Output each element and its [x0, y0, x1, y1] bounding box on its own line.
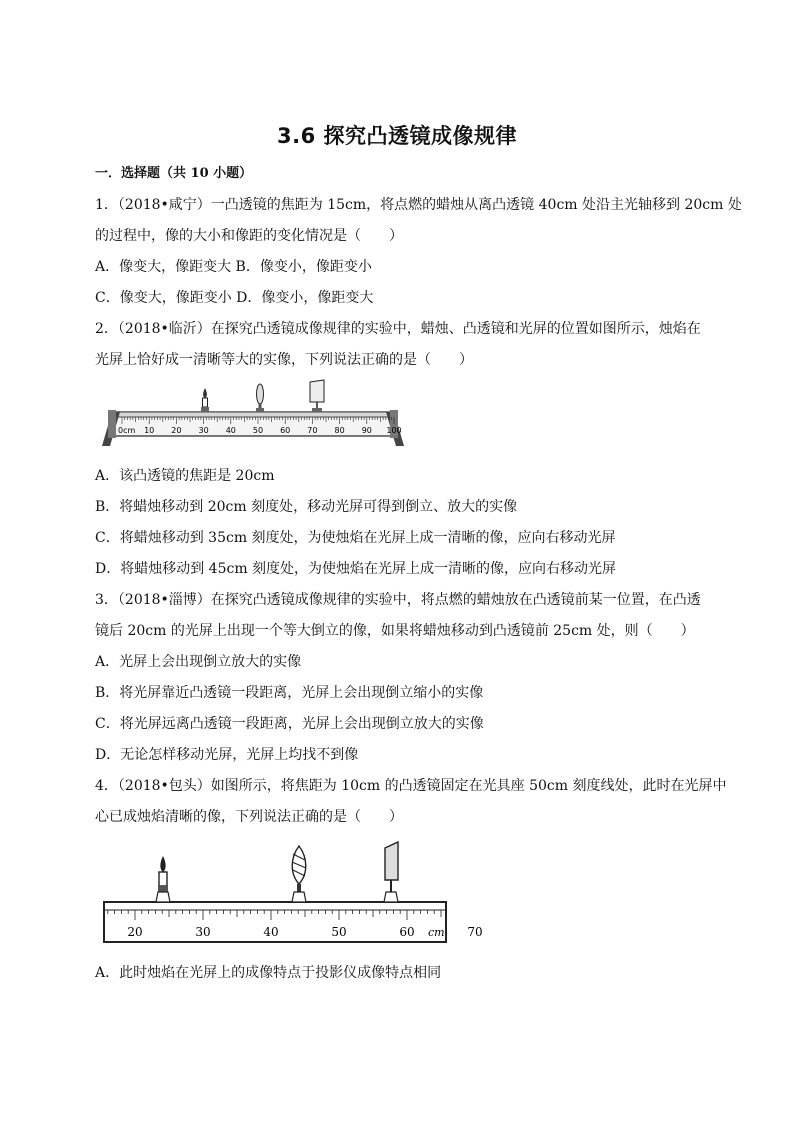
scale-label: 20 — [127, 925, 143, 939]
convex-lens — [292, 846, 306, 902]
q2-stem-line-1: 2．（2018•临沂）在探究凸透镜成像规律的实验中，蜡烛、凸透镜和光屏的位置如图所示，烛焰在 — [95, 321, 701, 337]
q2-option-b: B．将蜡烛移动到 20cm 刻度处，移动光屏可得到倒立、放大的实像 — [95, 499, 518, 515]
scale-label: 0cm — [118, 426, 136, 435]
q3-option-b: B．将光屏靠近凸透镜一段距离，光屏上会出现倒立缩小的实像 — [95, 685, 484, 701]
bench-rail-top — [112, 412, 394, 417]
q3-option-a: A．光屏上会出现倒立放大的实像 — [95, 654, 302, 670]
scale-label: 40 — [263, 925, 279, 939]
candle — [201, 388, 209, 412]
q1-stem-line-1: 1．（2018•咸宁）一凸透镜的焦距为 15cm，将点燃的蜡烛从离凸透镜 40cm 处沿主光轴移到 20cm 处 — [95, 197, 742, 213]
q4-option-a: A．此时烛焰在光屏上的成像特点于投影仪成像特点相同 — [95, 965, 442, 981]
scale-label: 30 — [198, 426, 209, 435]
bench-end-left — [108, 410, 116, 438]
q1-stem-line-2: 的过程中，像的大小和像距的变化情况是（ ） — [95, 228, 403, 244]
optical-bench-figure-2 — [100, 840, 483, 944]
scale-label: 90 — [361, 426, 372, 435]
optical-bench-figure-1 — [98, 376, 410, 452]
q3-stem-line-1: 3．（2018•淄博）在探究凸透镜成像规律的实验中，将点燃的蜡烛放在凸透镜前某一位置，在凸透 — [95, 592, 701, 608]
scale-label: 40 — [225, 426, 236, 435]
q2-option-c: C．将蜡烛移动到 35cm 刻度处，为使烛焰在光屏上成一清晰的像，应向右移动光屏 — [95, 530, 616, 546]
bench-unit-label: cm — [428, 926, 445, 939]
q4-stem-line-1: 4．（2018•包头）如图所示，将焦距为 10cm 的凸透镜固定在光具座 50cm 刻度线处，此时在光屏中 — [95, 778, 727, 794]
scale-label: 10 — [144, 426, 155, 435]
scale-label: 30 — [195, 925, 211, 939]
scale-label: 70 — [467, 925, 483, 939]
q2-option-a: A．该凸透镜的焦距是 20cm — [95, 468, 275, 484]
page-title: 3.6 探究凸透镜成像规律 — [276, 124, 517, 148]
q1-option-cd: C．像变大，像距变小 D．像变小，像距变大 — [95, 290, 374, 306]
section-heading: 一．选择题（共 10 小题） — [95, 166, 253, 181]
q4-stem-line-2: 心已成烛焰清晰的像，下列说法正确的是（ ） — [95, 809, 403, 825]
scale-label: 60 — [399, 925, 415, 939]
candle — [156, 856, 170, 902]
scale-label: 20 — [171, 426, 182, 435]
scale-label: 50 — [252, 426, 264, 435]
scale-label: 80 — [334, 426, 345, 435]
scale-label: 100 — [386, 426, 402, 435]
q3-option-d: D．无论怎样移动光屏，光屏上均找不到像 — [95, 747, 359, 763]
q2-stem-line-2: 光屏上恰好成一清晰等大的实像，下列说法正确的是（ ） — [95, 352, 473, 368]
q1-option-ab: A．像变大，像距变大 B．像变小，像距变小 — [95, 259, 372, 275]
light-screen — [384, 842, 398, 902]
scale-label: 50 — [331, 925, 347, 939]
light-screen — [310, 380, 324, 412]
q2-option-d: D．将蜡烛移动到 45cm 刻度处，为使烛焰在光屏上成一清晰的像，应向右移动光屏 — [95, 561, 617, 577]
scale-label: 60 — [280, 426, 291, 435]
convex-lens — [256, 384, 264, 412]
q3-option-c: C．将光屏远离凸透镜一段距离，光屏上会出现倒立放大的实像 — [95, 716, 484, 732]
q3-stem-line-2: 镜后 20cm 的光屏上出现一个等大倒立的像，如果将蜡烛移动到凸透镜前 25cm 处，则（ ） — [95, 623, 695, 639]
scale-label: 70 — [307, 426, 318, 435]
